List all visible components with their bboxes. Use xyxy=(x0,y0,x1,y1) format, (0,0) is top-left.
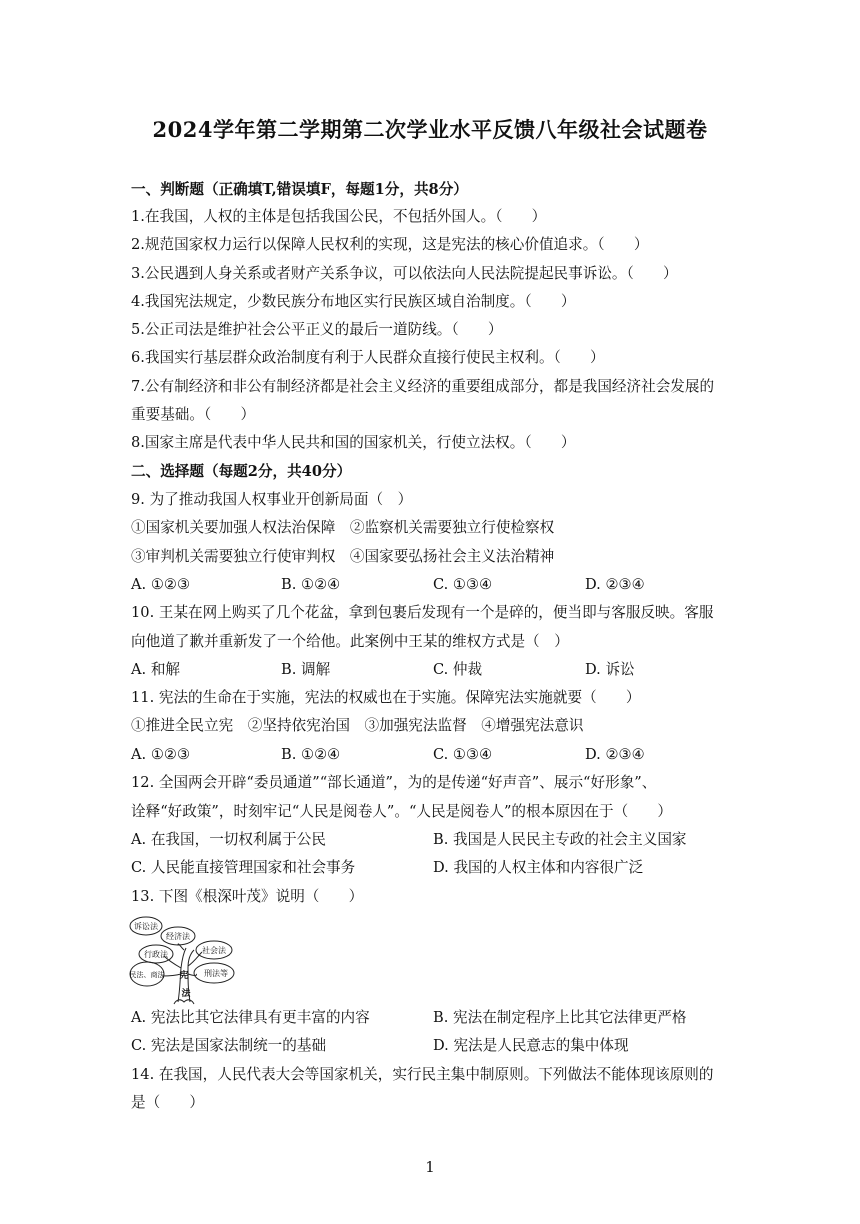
question-11-stem: 11. 宪法的生命在于实施，宪法的权威也在于实施。保障宪法实施就要（ ） xyxy=(131,689,641,706)
question-9-option-a: A. ①②③ xyxy=(131,576,191,593)
question-5: 5.公正司法是维护社会公平正义的最后一道防线。（ ） xyxy=(131,321,503,338)
tree-label-social-law: 社会法 xyxy=(202,946,226,955)
question-12-option-b: B. 我国是人民民主专政的社会主义国家 xyxy=(433,831,687,848)
tree-label-civil-commercial-law: 民法、商法 xyxy=(129,971,165,979)
question-11-option-b: B. ①②④ xyxy=(281,746,341,763)
question-6: 6.我国实行基层群众政治制度有利于人民群众直接行使民主权利。（ ） xyxy=(131,349,605,366)
question-14-stem-1: 14. 在我国，人民代表大会等国家机关，实行民主集中制原则。下列做法不能体现该原则的 xyxy=(131,1066,714,1083)
question-10-option-c: C. 仲裁 xyxy=(433,661,483,678)
tree-label-economic-law: 经济法 xyxy=(166,932,190,941)
question-8: 8.国家主席是代表中华人民共和国的国家机关，行使立法权。（ ） xyxy=(131,434,576,451)
tree-label-criminal-law: 刑法等 xyxy=(204,969,228,978)
question-13-option-b: B. 宪法在制定程序上比其它法律更严格 xyxy=(433,1009,687,1026)
question-9-statements-2: ③审判机关需要独立行使审判权 ④国家要弘扬社会主义法治精神 xyxy=(131,548,555,565)
tree-label-constitution-1: 宪 xyxy=(179,971,189,981)
question-12-option-c: C. 人民能直接管理国家和社会事务 xyxy=(131,859,356,876)
question-13-option-d: D. 宪法是人民意志的集中体现 xyxy=(433,1037,629,1054)
question-10-option-a: A. 和解 xyxy=(131,661,181,678)
question-12-stem-1: 12. 全国两会开辟“委员通道”“部长通道”，为的是传递“好声音”、展示“好形象”、 xyxy=(131,774,657,791)
question-11-statements: ①推进全民立宪 ②坚持依宪治国 ③加强宪法监督 ④增强宪法意识 xyxy=(131,717,584,734)
question-3: 3.公民遇到人身关系或者财产关系争议，可以依法向人民法院提起民事诉讼。（ ） xyxy=(131,265,678,282)
question-9-stem: 9. 为了推动我国人权事业开创新局面（ ） xyxy=(131,491,413,508)
section-2-heading: 二、选择题（每题2分，共40分） xyxy=(131,463,352,480)
question-11-option-d: D. ②③④ xyxy=(585,746,645,763)
page-title: 2024学年第二学期第二次学业水平反馈八年级社会试题卷 xyxy=(152,117,708,142)
question-7-line-2: 重要基础。（ ） xyxy=(131,406,256,423)
question-13-stem: 13. 下图《根深叶茂》说明（ ） xyxy=(131,888,364,905)
question-12-option-d: D. 我国的人权主体和内容很广泛 xyxy=(433,859,644,876)
section-1-heading: 一、判断题（正确填T,错误填F，每题1分，共8分） xyxy=(131,181,468,198)
question-7-line-1: 7.公有制经济和非公有制经济都是社会主义经济的重要组成部分，都是我国经济社会发展的 xyxy=(131,378,715,395)
tree-label-constitution-2: 法 xyxy=(181,989,191,999)
tree-label-procedure-law: 诉讼法 xyxy=(134,922,158,931)
question-11-option-c: C. ①③④ xyxy=(433,746,493,763)
page-number: 1 xyxy=(425,1158,435,1176)
question-14-stem-2: 是（ ） xyxy=(131,1094,204,1111)
tree-label-administrative-law: 行政法 xyxy=(144,950,168,959)
question-9-statements-1: ①国家机关要加强人权法治保障 ②监察机关需要独立行使检察权 xyxy=(131,519,555,536)
question-11-option-a: A. ①②③ xyxy=(131,746,191,763)
question-10-stem-2: 向他道了歉并重新发了一个给他。此案例中王某的维权方式是（ ） xyxy=(131,633,569,650)
question-13-option-c: C. 宪法是国家法制统一的基础 xyxy=(131,1037,327,1054)
question-12-option-a: A. 在我国，一切权利属于公民 xyxy=(131,831,326,848)
question-4: 4.我国宪法规定，少数民族分布地区实行民族区域自治制度。（ ） xyxy=(131,293,576,310)
law-tree-figure xyxy=(128,910,238,1008)
question-13-option-a: A. 宪法比其它法律具有更丰富的内容 xyxy=(131,1009,370,1026)
question-10-stem-1: 10. 王某在网上购买了几个花盆，拿到包裹后发现有一个是碎的，便当即与客服反映。客服 xyxy=(131,604,714,621)
question-9-option-b: B. ①②④ xyxy=(281,576,341,593)
question-1: 1.在我国，人权的主体是包括我国公民，不包括外国人。（ ） xyxy=(131,208,547,225)
question-10-option-d: D. 诉讼 xyxy=(585,661,635,678)
question-10-option-b: B. 调解 xyxy=(281,661,331,678)
question-9-option-c: C. ①③④ xyxy=(433,576,493,593)
question-12-stem-2: 诠释“好政策”，时刻牢记“人民是阅卷人”。“人民是阅卷人”的根本原因在于（ ） xyxy=(131,803,672,820)
question-9-option-d: D. ②③④ xyxy=(585,576,645,593)
question-2: 2.规范国家权力运行以保障人民权利的实现，这是宪法的核心价值追求。（ ） xyxy=(131,236,649,253)
